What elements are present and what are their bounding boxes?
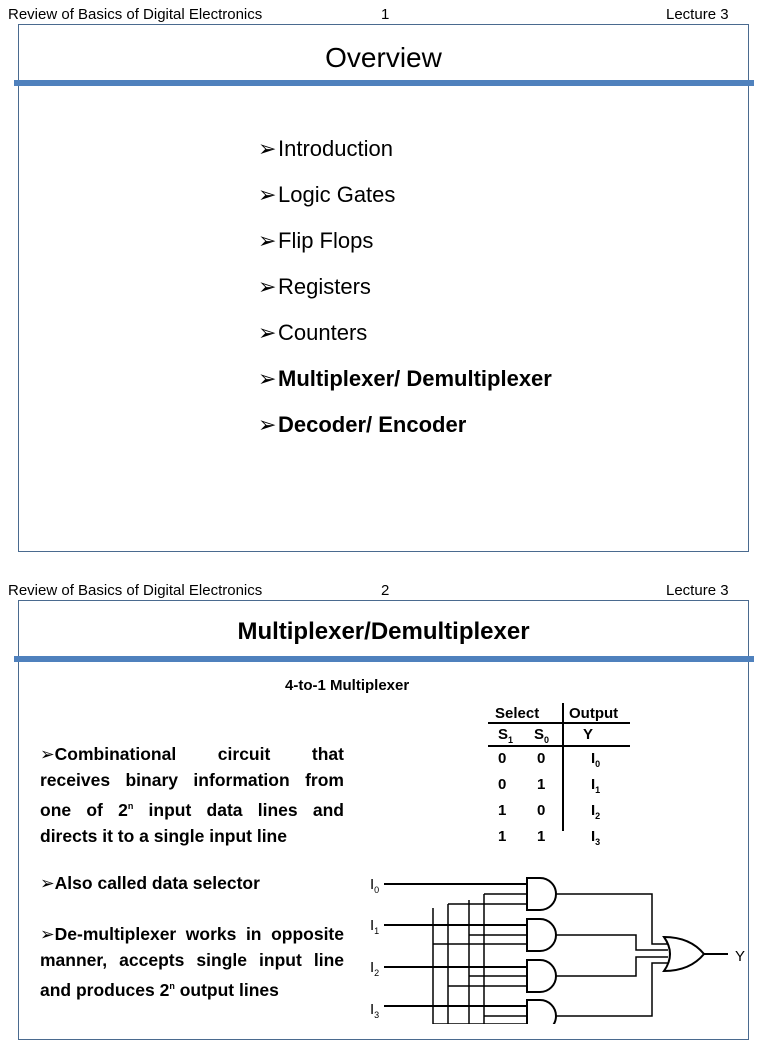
slide2-subtitle: 4-to-1 Multiplexer [285,677,410,694]
paragraph-text: De-multiplexer works in opposite manner, accepts single input line and produces 2 [40,924,344,1000]
s0-header: $S_0$ [534,726,550,745]
y-header: Y [583,726,594,743]
paragraph-demultiplexer [40,921,344,1003]
slide2-title: Multiplexer/Demultiplexer [237,618,530,645]
slide1-page-number: 1 [381,6,390,23]
cell-s0: 1 [537,828,546,845]
bullet-flip-flops [258,228,373,254]
arrow-bullet-icon: ➢ [258,228,277,253]
arrow-bullet-icon: ➢ [258,274,277,299]
bullet-label: Multiplexer/ Demultiplexer [278,366,552,391]
cell-s1: 0 [498,750,507,767]
cell-s1: 1 [498,828,507,845]
arrow-bullet-icon: ➢ [40,924,55,944]
cell-s0: 0 [537,802,546,819]
paragraph-text-end: output lines [174,979,279,1000]
cell-s0: 1 [537,776,546,793]
bullet-label: Counters [278,320,368,345]
cell-s0: 0 [537,750,546,767]
cell-s1: 1 [498,802,507,819]
bullet-label: Introduction [278,136,393,161]
paragraph-text: Also called data selector [54,873,260,893]
slide2-page-number: 2 [381,582,390,599]
arrow-bullet-icon: ➢ [258,320,277,345]
superscript: n [127,801,134,811]
superscript: n [169,981,175,991]
slide1-title-divider [14,80,754,86]
bullet-introduction [258,136,393,162]
bullet-label: Flip Flops [278,228,374,253]
cell-out: $I_1$ [591,776,601,795]
paragraph-text-end: input data lines and directs it to a single input line [40,799,344,846]
paragraph-combinational [40,741,344,849]
input-label-i2: $I_2$ [370,959,380,978]
cell-s1: 0 [498,776,507,793]
bullet-label: Logic Gates [278,182,396,207]
slide2-header-right: Lecture 3 [666,582,729,599]
input-label-i3: $I_3$ [370,1001,380,1020]
column-divider [562,703,564,831]
slide1-header-right: Lecture 3 [666,6,729,23]
bullet-multiplexer [258,366,552,392]
paragraph-data-selector [40,870,344,896]
cell-out: $I_0$ [591,750,601,769]
arrow-bullet-icon: ➢ [40,873,55,893]
bullet-logic-gates [258,182,395,208]
input-label-i0: $I_0$ [370,876,380,895]
column-underline [488,745,630,747]
bullet-counters [258,320,367,346]
bullet-registers [258,274,371,300]
cell-out: $I_2$ [591,802,601,821]
slide1-header [0,6,768,26]
arrow-bullet-icon: ➢ [258,136,277,161]
paragraph-text: Combinational circuit that receives binary information from one of 2 [40,744,344,820]
slide1-frame [18,24,749,552]
slide2-header-left: Review of Basics of Digital Electronics [8,582,263,599]
slide1-title: Overview [325,42,442,73]
select-header: Select [495,705,540,722]
slide2-header [0,582,768,602]
arrow-bullet-icon: ➢ [40,744,55,764]
bullet-label: Registers [278,274,371,299]
input-label-i1: $I_1$ [370,917,380,936]
slide1-header-left: Review of Basics of Digital Electronics [8,6,263,23]
s1-header: $S_1$ [498,726,514,745]
arrow-bullet-icon: ➢ [258,412,277,437]
output-header: Output [569,705,619,722]
arrow-bullet-icon: ➢ [258,366,277,391]
slide2-title-divider [14,656,754,662]
bullet-label: Decoder/ Encoder [278,412,467,437]
cell-out: $I_3$ [591,828,601,847]
arrow-bullet-icon: ➢ [258,182,277,207]
bullet-decoder [258,412,466,438]
output-label-y: Y [735,948,746,965]
header-underline [488,722,630,724]
